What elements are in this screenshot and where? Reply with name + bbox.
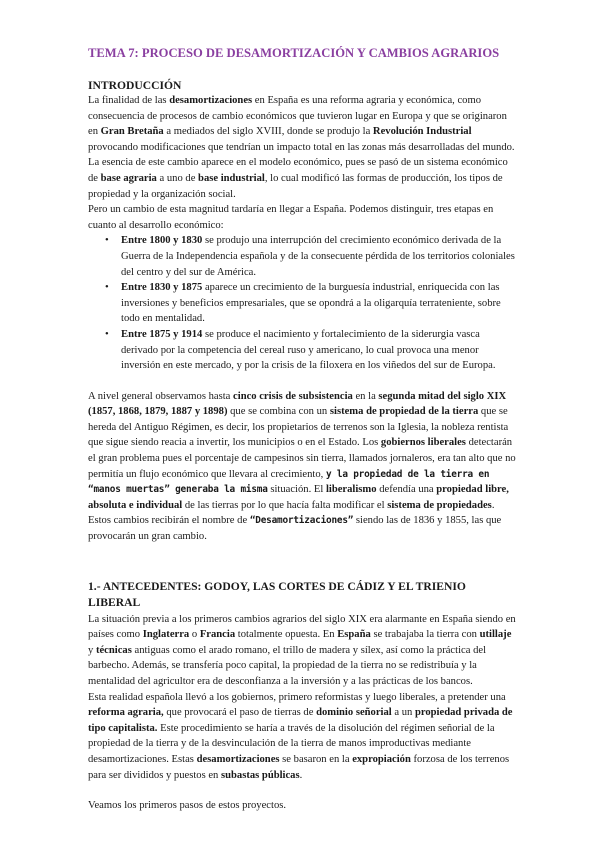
- bullet-icon: •: [105, 282, 109, 294]
- intro-paragraph-3: A nivel general observamos hasta cinco crisis de subsistencia en la segunda mitad del siglo XIX (1857, 1868, 1879, 1887 y 1898) que se combina con un sistema de propiedad de la tierra que se hereda del Antiguo Régimen, es decir, los propietarios de terrenos son la Iglesia, la nobleza rentista que sigue siendo reacia a invertir, los municipios o en el Estado. Los gobiernos liberales detectarán el gran problema pues el porcentaje de campesinos sin tierra, llamados jornaleros, era tan alto que no permitía un flujo económico que llevara al crecimiento, y la propiedad de la tierra en “manos muertas” generaba la misma situación. El liberalismo defendía una propiedad libre, absoluta e individual de las tierras por lo que hacía falta modificar el sistema de propiedades. Estos cambios recibirán el nombre de “Desamortizaciones” siendo las de 1836 y 1855, las que provocarán un gran cambio.: [88, 390, 516, 543]
- list-item: • Entre 1875 y 1914 se produce el nacimiento y fortalecimiento de la siderurgia vasca derivado por la competencia del cereal ruso y americano, lo cual provoca una menor inversión en este mercado, y por la crisis de la filoxera en los viñedos del sur de Europa.: [105, 328, 496, 372]
- list-item: • Entre 1800 y 1830 se produjo una interrupción del crecimiento económico derivada de la Guerra de la Independencia española y de la consecuente pérdida de los territorios coloniales del centro y del sur de América.: [105, 235, 515, 278]
- bullet-icon: •: [105, 235, 109, 247]
- section-1-paragraph-1: La situación previa a los primeros cambios agrarios del siglo XIX era alarmante en España siendo en países como Inglaterra o Francia totalmente opuesta. En España se trabajaba la tierra con utillaje y técnicas antiguas como el arado romano, el trillo de madera y sílex, así como la práctica del barbecho. Además, se transfería poco capital, la propiedad de la tierra no se redistribuía y la mentalidad del agricultor era de desconfianza a la inversión y a las prácticas de los bancos.: [88, 613, 516, 687]
- list-item: • Entre 1830 y 1875 aparece un crecimiento de la burguesía industrial, enriquecida con las inversiones y beneficios empresariales, que se opondrá a la oligarquía terrateniente, sobre todo en mentalidad.: [105, 282, 501, 325]
- document-page: [88, 46, 518, 814]
- section-1-paragraph-2: Esta realidad española llevó a los gobiernos, primero reformistas y luego liberales, a pretender una reforma agraria, que provocará el paso de tierras de dominio señorial a un propiedad privada de tipo capitalista. Este procedimiento se haría a través de la disolución del régimen señorial de la propiedad de la tierra y de la desvinculación de la tierra de manos improductivas mediante desamortizaciones. Estas desamortizaciones se basaron en la expropiación forzosa de los terrenos para ser divididos y puestos en subastas públicas.: [88, 691, 513, 781]
- intro-paragraph-2: Pero un cambio de esta magnitud tardaría en llegar a España. Podemos distinguir, tres etapas en cuanto al desarrollo económico:: [88, 204, 494, 231]
- section-1-heading: 1.- ANTECEDENTES: GODOY, LAS CORTES DE CÁDIZ Y EL TRIENIO LIBERAL: [88, 579, 466, 610]
- bullet-icon: •: [105, 328, 109, 340]
- section-1-paragraph-3: Veamos los primeros pasos de estos proyectos.: [88, 800, 287, 812]
- stages-list: [88, 233, 518, 373]
- intro-heading: INTRODUCCIÓN: [88, 79, 182, 92]
- intro-paragraph-1: La finalidad de las desamortizaciones en España es una reforma agraria y económica, como consecuencia de procesos de cambio económicos que tuvieron lugar en Europa y que se originaron en Gran Bretaña a mediados del siglo XVIII, donde se produjo la Revolución Industrial provocando modificaciones que tendrían un impacto total en las zonas más desarrolladas del mundo. La esencia de este cambio aparece en el modelo económico, pues se pasó de un sistema económico de base agraria a uno de base industrial, lo cual modificó las formas de producción, los tipos de propiedad y la organización social.: [88, 95, 515, 200]
- document-title: TEMA 7: PROCESO DE DESAMORTIZACIÓN Y CAMBIOS AGRARIOS: [88, 46, 500, 60]
